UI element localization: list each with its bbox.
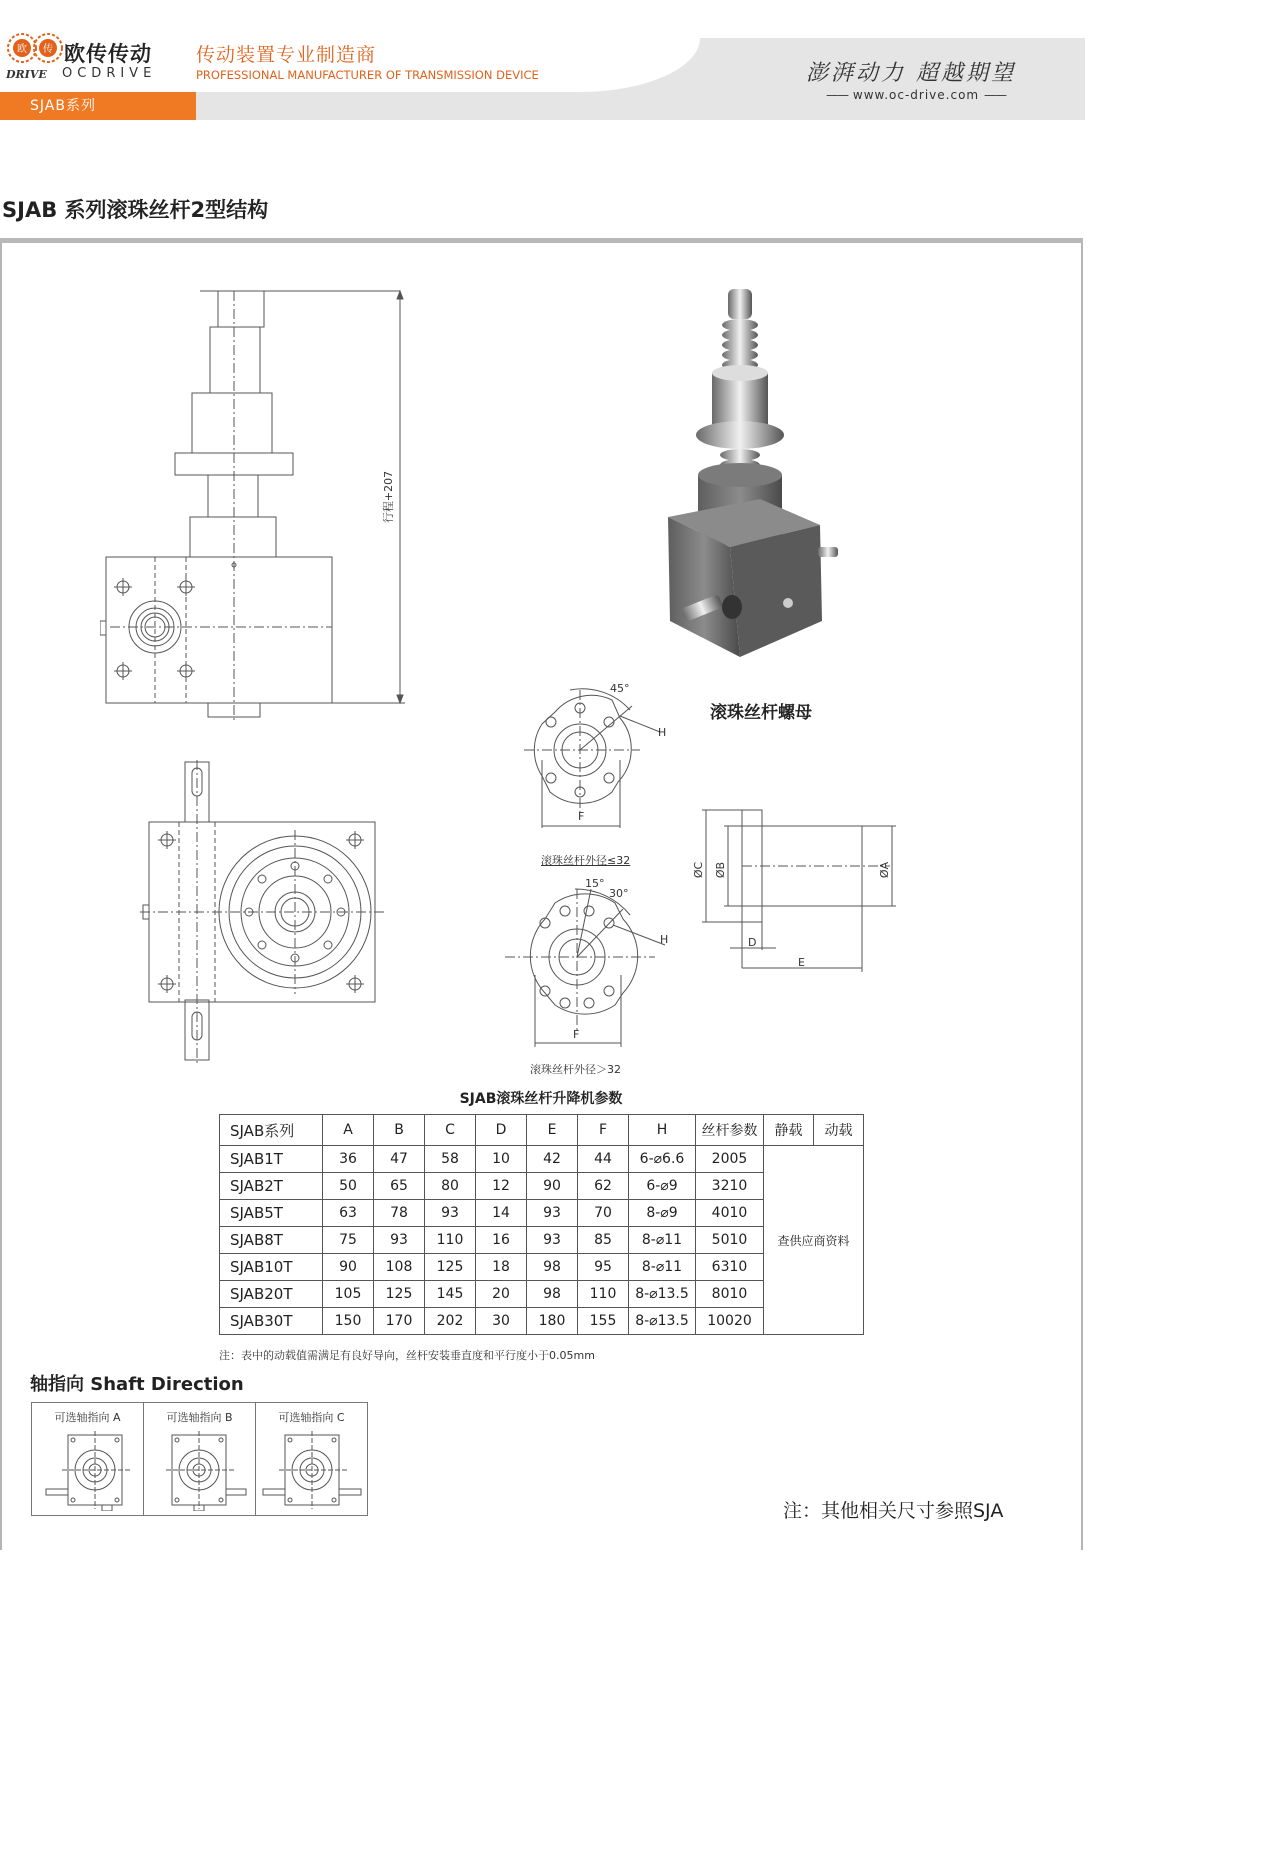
table-cell: 2005 bbox=[696, 1146, 764, 1173]
shaft-option-b bbox=[143, 1402, 256, 1516]
shaft-option-label: 可选轴指向 C bbox=[278, 1411, 345, 1424]
table-cell: 18 bbox=[476, 1254, 527, 1281]
nut-f-label-small: F bbox=[578, 810, 585, 823]
table-cell: 98 bbox=[527, 1281, 578, 1308]
table-cell: 5010 bbox=[696, 1227, 764, 1254]
table-cell: 6-⌀9 bbox=[629, 1173, 696, 1200]
logo-badge-2: 传 bbox=[43, 44, 53, 55]
dim-e-label: E bbox=[798, 956, 805, 969]
table-header-cell: B bbox=[374, 1115, 425, 1146]
table-header-cell: C bbox=[425, 1115, 476, 1146]
table-cell: 63 bbox=[323, 1200, 374, 1227]
series-tab: SJAB系列 bbox=[0, 92, 196, 120]
shaft-option-c bbox=[255, 1402, 368, 1516]
table-cell: 180 bbox=[527, 1308, 578, 1335]
table-cell: SJAB5T bbox=[220, 1200, 323, 1227]
table-cell: 125 bbox=[425, 1254, 476, 1281]
table-cell: 80 bbox=[425, 1173, 476, 1200]
table-cell: 8-⌀13.5 bbox=[629, 1281, 696, 1308]
table-cell: 110 bbox=[578, 1281, 629, 1308]
dia-c-label: ØC bbox=[692, 861, 705, 879]
table-header-cell: E bbox=[527, 1115, 578, 1146]
nut-h-label-large: H bbox=[660, 933, 669, 946]
table-header-cell: 丝杆参数 bbox=[696, 1115, 764, 1146]
table-cell: 10 bbox=[476, 1146, 527, 1173]
table-header-row bbox=[220, 1115, 864, 1146]
nut-caption-large: 滚珠丝杆外径＞32 bbox=[530, 1063, 621, 1076]
table-cell: 8-⌀9 bbox=[629, 1200, 696, 1227]
logo-badge-1: 欧 bbox=[17, 44, 27, 55]
page-title: SJAB 系列滚珠丝杆2型结构 bbox=[2, 198, 269, 222]
load-note-cell: 查供应商资料 bbox=[764, 1146, 864, 1335]
table-cell: 155 bbox=[578, 1308, 629, 1335]
table-cell: 93 bbox=[527, 1200, 578, 1227]
table-cell: 93 bbox=[527, 1227, 578, 1254]
nut-flange-large-drawing bbox=[505, 875, 675, 1050]
table-cell: 145 bbox=[425, 1281, 476, 1308]
footer-note: 注：其他相关尺寸参照SJA bbox=[783, 1500, 1004, 1522]
top-view-drawing bbox=[140, 760, 385, 1065]
table-cell: SJAB10T bbox=[220, 1254, 323, 1281]
nut-caption-small: 滚珠丝杆外径≤32 bbox=[541, 854, 631, 867]
slogan-english: PROFESSIONAL MANUFACTURER OF TRANSMISSION DEVICE bbox=[196, 68, 539, 82]
logo-english-name: OCDRIVE bbox=[62, 66, 157, 81]
table-note: 注：表中的动载值需满足有良好导向，丝杆安装垂直度和平行度小于0.05mm bbox=[219, 1349, 595, 1362]
table-cell: 10020 bbox=[696, 1308, 764, 1335]
table-cell: 8-⌀11 bbox=[629, 1227, 696, 1254]
table-cell: 20 bbox=[476, 1281, 527, 1308]
table-cell: 16 bbox=[476, 1227, 527, 1254]
table-cell: SJAB1T bbox=[220, 1146, 323, 1173]
table-cell: 110 bbox=[425, 1227, 476, 1254]
nut-angle-15-label: 15° bbox=[585, 877, 605, 890]
logo-chinese-name: 欧传传动 bbox=[64, 42, 152, 66]
table-cell: 4010 bbox=[696, 1200, 764, 1227]
table-header-cell: A bbox=[323, 1115, 374, 1146]
table-cell: 98 bbox=[527, 1254, 578, 1281]
table-header-cell: H bbox=[629, 1115, 696, 1146]
table-cell: 93 bbox=[425, 1200, 476, 1227]
table-cell: 6-⌀6.6 bbox=[629, 1146, 696, 1173]
table-cell: 108 bbox=[374, 1254, 425, 1281]
table-cell: 14 bbox=[476, 1200, 527, 1227]
table-header-cell: F bbox=[578, 1115, 629, 1146]
nut-f-label-large: F bbox=[573, 1028, 580, 1041]
table-cell: 50 bbox=[323, 1173, 374, 1200]
table-header-cell: D bbox=[476, 1115, 527, 1146]
table-cell: 75 bbox=[323, 1227, 374, 1254]
nut-side-view-drawing bbox=[690, 800, 900, 980]
shaft-option-label: 可选轴指向 A bbox=[54, 1411, 121, 1424]
table-cell: 3210 bbox=[696, 1173, 764, 1200]
table-cell: 78 bbox=[374, 1200, 425, 1227]
table-cell: 30 bbox=[476, 1308, 527, 1335]
shaft-direction-title: 轴指向 Shaft Direction bbox=[30, 1374, 244, 1395]
shaft-option-a bbox=[31, 1402, 144, 1516]
table-cell: 90 bbox=[527, 1173, 578, 1200]
table-cell: SJAB8T bbox=[220, 1227, 323, 1254]
table-cell: 202 bbox=[425, 1308, 476, 1335]
table-header-cell: 动载 bbox=[814, 1115, 864, 1146]
table-cell: 125 bbox=[374, 1281, 425, 1308]
table-cell: SJAB20T bbox=[220, 1281, 323, 1308]
slogan-chinese: 传动装置专业制造商 bbox=[196, 44, 377, 66]
stroke-dimension-label: 行程+207 bbox=[382, 470, 395, 524]
table-cell: 85 bbox=[578, 1227, 629, 1254]
nut-angle-45-label: 45° bbox=[610, 682, 630, 695]
table-cell: 36 bbox=[323, 1146, 374, 1173]
table-cell: 42 bbox=[527, 1146, 578, 1173]
website-url[interactable]: —— www.oc-drive.com —— bbox=[826, 88, 1006, 102]
table-cell: 70 bbox=[578, 1200, 629, 1227]
dim-d-label: D bbox=[748, 936, 757, 949]
shaft-diagram-b bbox=[154, 1429, 248, 1511]
ball-nut-title: 滚珠丝杆螺母 bbox=[710, 703, 812, 723]
company-motto: 澎湃动力 超越期望 bbox=[806, 61, 1016, 86]
table-row bbox=[220, 1146, 864, 1173]
dia-a-label: ØA bbox=[878, 861, 891, 879]
table-cell: 8-⌀13.5 bbox=[629, 1308, 696, 1335]
content-frame-top bbox=[0, 238, 1083, 243]
table-cell: 93 bbox=[374, 1227, 425, 1254]
nut-h-label-small: H bbox=[658, 726, 667, 739]
nut-angle-30-label: 30° bbox=[609, 887, 629, 900]
shaft-option-label: 可选轴指向 B bbox=[166, 1411, 233, 1424]
table-cell: SJAB2T bbox=[220, 1173, 323, 1200]
table-cell: 65 bbox=[374, 1173, 425, 1200]
table-cell: 90 bbox=[323, 1254, 374, 1281]
table-cell: 12 bbox=[476, 1173, 527, 1200]
table-cell: SJAB30T bbox=[220, 1308, 323, 1335]
product-3d-render bbox=[660, 285, 845, 665]
nut-flange-small-drawing bbox=[520, 680, 680, 830]
shaft-diagram-a bbox=[42, 1429, 136, 1511]
table-header-cell: 静载 bbox=[764, 1115, 814, 1146]
logo-drive-text: DRIVE bbox=[6, 68, 47, 81]
table-cell: 44 bbox=[578, 1146, 629, 1173]
table-title: SJAB滚珠丝杆升降机参数 bbox=[459, 1091, 623, 1107]
table-cell: 8-⌀11 bbox=[629, 1254, 696, 1281]
table-cell: 58 bbox=[425, 1146, 476, 1173]
table-cell: 6310 bbox=[696, 1254, 764, 1281]
parameter-table bbox=[219, 1114, 864, 1335]
table-header-cell: SJAB系列 bbox=[220, 1115, 323, 1146]
table-cell: 170 bbox=[374, 1308, 425, 1335]
front-view-drawing bbox=[100, 285, 410, 720]
table-cell: 105 bbox=[323, 1281, 374, 1308]
table-cell: 150 bbox=[323, 1308, 374, 1335]
table-cell: 47 bbox=[374, 1146, 425, 1173]
table-cell: 8010 bbox=[696, 1281, 764, 1308]
table-cell: 95 bbox=[578, 1254, 629, 1281]
dia-b-label: ØB bbox=[714, 861, 727, 879]
table-cell: 62 bbox=[578, 1173, 629, 1200]
shaft-diagram-c bbox=[262, 1429, 362, 1511]
